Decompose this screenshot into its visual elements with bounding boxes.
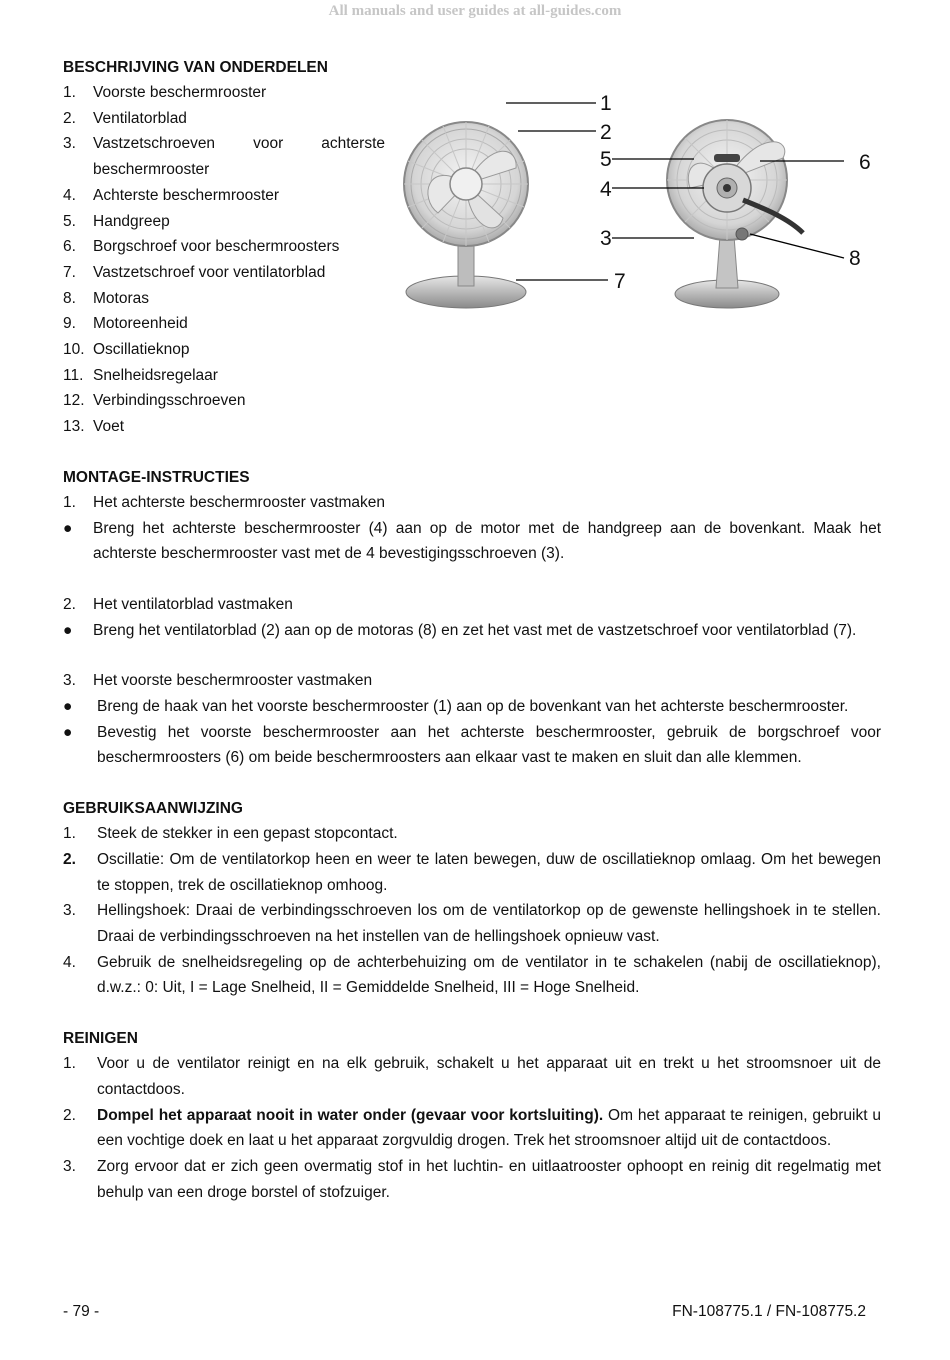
item-text: Oscillatieknop xyxy=(93,341,190,359)
list-item: 2. Dompel het apparaat nooit in water onder (gevaar voor kortsluiting). Om het apparaat te reinigen, gebruikt u een vochtige doek en laat u het apparaat zorgvuldig drogen. Trek het stroomsnoer altijd uit de contactdoos. xyxy=(63,1106,881,1150)
list-item xyxy=(63,388,881,414)
bullet-item: ● Bevestig het voorste beschermrooster aan het achterste beschermrooster, gebruik de borgschroef voor beschermroosters (6) om beide beschermroosters aan elkaar vast te maken en sluit dan alle klemmen. xyxy=(63,720,881,771)
item-number: 9. xyxy=(63,315,76,333)
list-item xyxy=(63,414,881,440)
bullet-item: ● Breng het achterste beschermrooster (4) aan op de motor met de handgreep aan de bovenkant. Maak het achterste beschermrooster vast met de 4 bevestigingsschroeven (3). xyxy=(63,516,881,567)
watermark: All manuals and user guides at all-guides.com xyxy=(328,3,622,19)
item-text: Borgschroef voor beschermroosters xyxy=(93,238,340,256)
item-text: Voorste beschermrooster xyxy=(93,84,267,101)
item-text: Achterste beschermrooster xyxy=(93,186,280,204)
bullet-icon: ● xyxy=(63,621,73,639)
item-text: Handgreep xyxy=(93,212,170,230)
item-number: 8. xyxy=(63,289,76,307)
item-text: Ventilatorblad xyxy=(93,109,187,127)
item-number: 12. xyxy=(63,392,85,410)
item-number: 4. xyxy=(63,186,76,204)
item-text: Verbindingsschroeven xyxy=(93,392,246,410)
warning-text: Dompel het apparaat nooit in water onder (gevaar voor kortsluiting). xyxy=(97,1106,604,1124)
step-title: 1. Het achterste beschermrooster vastmaken xyxy=(63,493,386,511)
list-item: 1. Steek de stekker in een gepast stopcontact. xyxy=(63,825,398,843)
callout-label: 5 xyxy=(600,148,612,171)
callout-label: 4 xyxy=(600,178,612,201)
callout-label: 8 xyxy=(849,247,861,270)
item-text: Motoras xyxy=(93,289,149,307)
list-item: 3. Zorg ervoor dat er zich geen overmatig stof in het luchtin- en uitlaatrooster ophoopt en reinig dit regelmatig met behulp van een droge borstel of stofzuiger. xyxy=(63,1157,881,1201)
step-title: 3. Het voorste beschermrooster vastmaken xyxy=(63,672,373,690)
item-number: 13. xyxy=(63,418,85,436)
item-text: Snelheidsregelaar xyxy=(93,366,218,384)
item-text: Vastzetschroeven voor achterste beschermrooster xyxy=(93,135,385,179)
callout-label: 6 xyxy=(859,151,871,174)
list-item: 3. Hellingshoek: Draai de verbindingsschroeven los om de ventilatorkop op de gewenste hellingshoek in te stellen. Draai de verbindingsschroeven na het instellen van de hellingshoek opnieuw vast. xyxy=(63,902,881,945)
item-number: 3. xyxy=(63,135,76,153)
list-item xyxy=(63,131,385,182)
item-number: 6. xyxy=(63,238,76,256)
callout-label: 1 xyxy=(600,92,612,115)
list-item xyxy=(63,337,881,363)
callout-label: 3 xyxy=(600,227,612,250)
usage-heading: GEBRUIKSAANWIJZING xyxy=(63,800,243,818)
callout-label: 2 xyxy=(600,121,612,144)
step-title: 2. Het ventilatorblad vastmaken xyxy=(63,595,293,613)
bullet-icon: ● xyxy=(63,519,73,537)
page-number: - 79 - xyxy=(63,1303,100,1320)
bullet-icon: ● xyxy=(63,723,73,741)
list-item: 4. Gebruik de snelheidsregeling op de achterbehuizing om de ventilator in te schakelen (nabij de oscillatieknop), d.w.z.: 0: Uit, I = Lage Snelheid, II = Gemiddelde Snelheid, III = Hoge Snelheid. xyxy=(63,953,881,997)
rear-fan-image xyxy=(667,120,803,308)
fan-diagram xyxy=(398,88,878,313)
callout-label: 7 xyxy=(614,270,626,293)
cleaning-heading: REINIGEN xyxy=(63,1030,138,1048)
item-text: Voet xyxy=(93,418,125,436)
model-number: FN-108775.1 / FN-108775.2 xyxy=(672,1303,866,1320)
item-number: 11. xyxy=(63,366,84,384)
montage-heading: MONTAGE-INSTRUCTIES xyxy=(63,468,250,486)
bullet-item: ● Breng de haak van het voorste beschermrooster (1) aan op de bovenkant van het achterste beschermrooster. xyxy=(63,694,881,720)
parts-heading: BESCHRIJVING VAN ONDERDELEN xyxy=(63,59,328,76)
list-item xyxy=(63,311,881,337)
item-number: 1. xyxy=(63,84,76,101)
item-text: Vastzetschroef voor ventilatorblad xyxy=(93,263,326,281)
bullet-item: ● Breng het ventilatorblad (2) aan op de motoras (8) en zet het vast met de vastzetschroef voor ventilatorblad (7). xyxy=(63,618,881,644)
item-text: Motoreenheid xyxy=(93,315,188,333)
list-item xyxy=(63,363,881,389)
front-fan-image xyxy=(404,122,528,308)
item-number: 7. xyxy=(63,263,76,281)
list-item: 1. Voor u de ventilator reinigt en na elk gebruik, schakelt u het apparaat uit en trekt u het stroomsnoer uit de contactdoos. xyxy=(63,1055,881,1098)
item-number: 5. xyxy=(63,212,76,230)
list-item: 2. Oscillatie: Om de ventilatorkop heen en weer te laten bewegen, duw de oscillatieknop omlaag. Om het bewegen te stoppen, trek de oscillatieknop omhoog. xyxy=(63,850,881,894)
item-number: 10. xyxy=(63,341,85,359)
item-number: 2. xyxy=(63,109,76,127)
bullet-icon: ● xyxy=(63,698,73,716)
